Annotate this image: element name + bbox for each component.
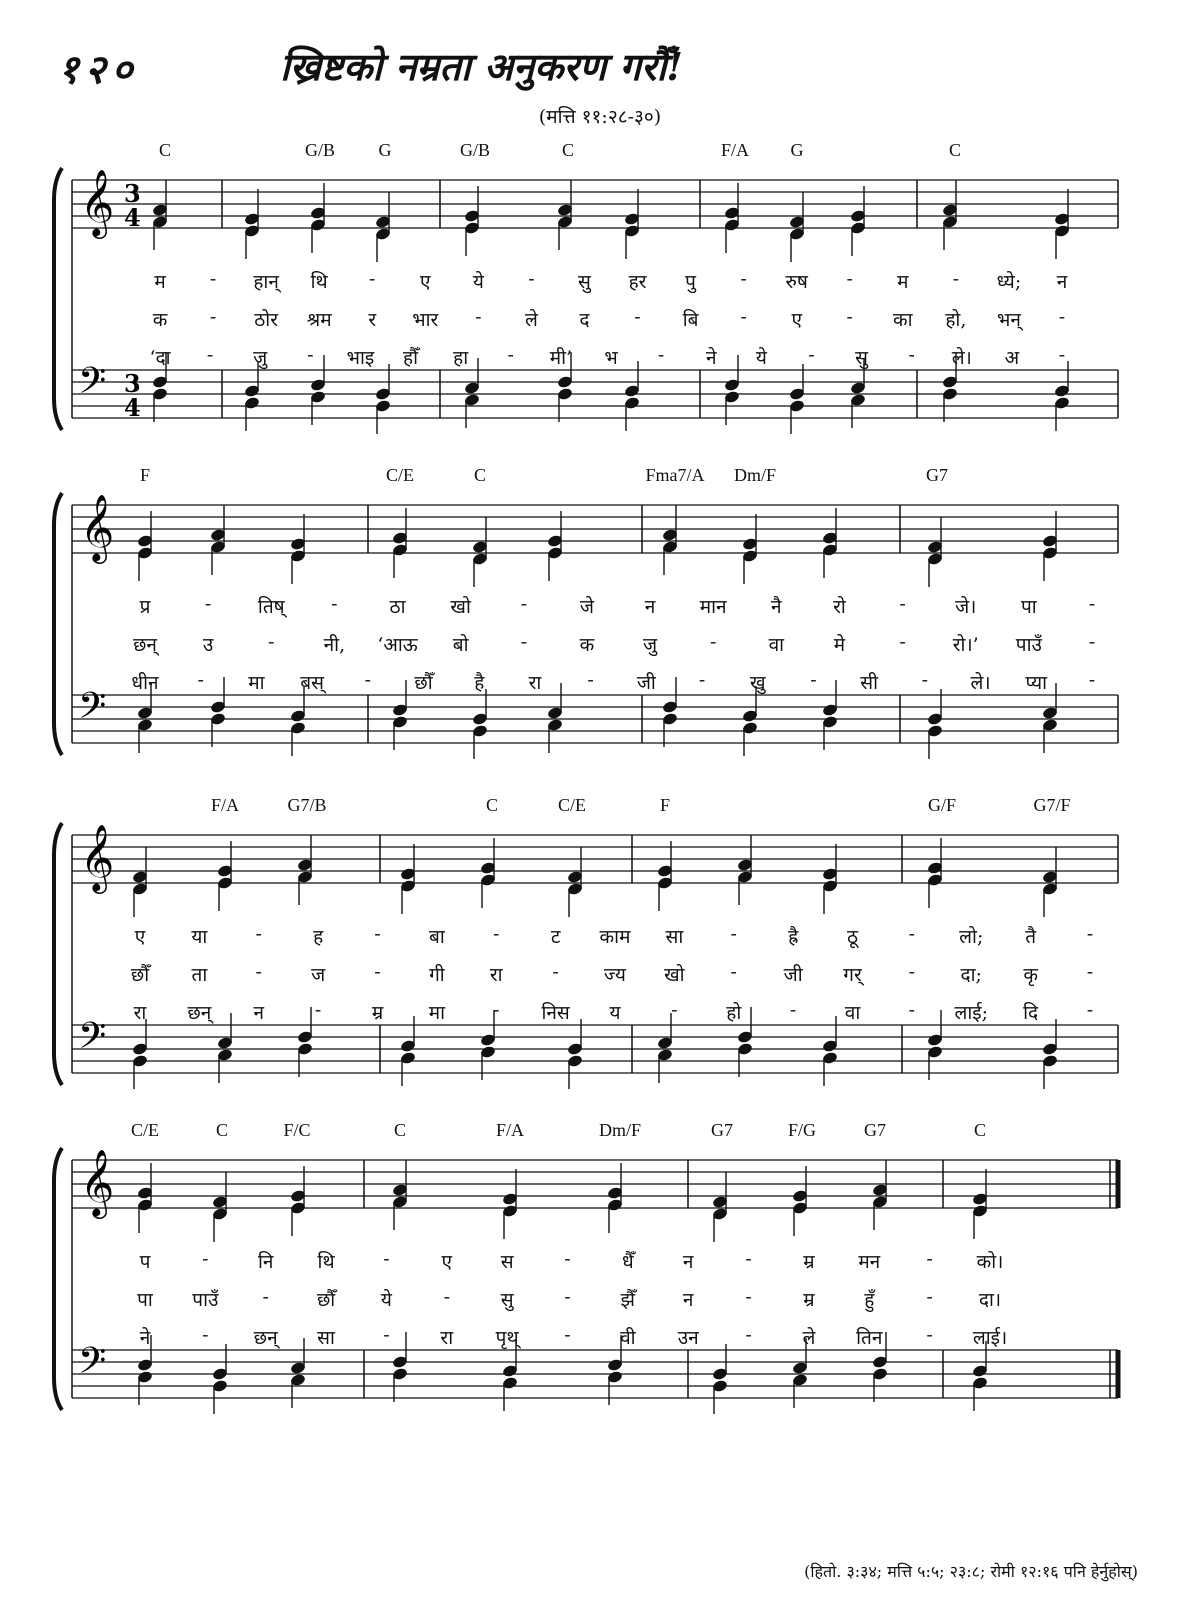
lyric-syllable: रो।’: [952, 634, 979, 656]
lyric-syllable: मन: [858, 1251, 881, 1273]
time-signature-top: 3: [124, 369, 141, 398]
lyric-syllable: ले।: [970, 672, 991, 694]
lyric-syllable: निस: [541, 1002, 570, 1024]
lyric-syllable: -: [202, 1248, 209, 1270]
lyric-syllable: -: [1088, 631, 1096, 653]
lyric-syllable: र: [368, 309, 377, 331]
chord-symbol: G/B: [459, 140, 491, 160]
lyric-syllable: जु: [253, 347, 268, 369]
lyric-syllable: -: [369, 268, 376, 290]
lyric-syllable: -: [1086, 999, 1094, 1021]
lyric-syllable: हान्: [253, 271, 279, 293]
lyric-syllable: धीन: [131, 672, 159, 694]
lyric-syllable: -: [810, 669, 817, 691]
lyric-syllable: -: [730, 923, 737, 945]
lyric-syllable: बो: [452, 634, 469, 656]
lyric-syllable: -: [206, 344, 214, 366]
bass-clef-icon: 𝄢: [78, 1340, 107, 1391]
lyric-syllable: रो: [833, 596, 846, 618]
lyric-syllable: ए: [420, 271, 431, 293]
lyric-syllable: ले।: [951, 347, 972, 369]
chord-symbol: G7: [864, 1120, 886, 1140]
lyric-syllable: ठोर: [254, 309, 278, 331]
lyric-syllable: -: [634, 306, 641, 328]
chord-symbol: C: [215, 1120, 229, 1140]
lyric-syllable: छन्: [253, 1327, 278, 1349]
bass-clef-icon: 𝄢: [78, 360, 107, 411]
lyric-syllable: -: [564, 1324, 571, 1346]
staff-lines: [52, 465, 1132, 785]
lyric-syllable: -: [846, 306, 853, 328]
lyric-syllable: -: [520, 593, 528, 615]
lyric-syllable: मा: [428, 1002, 446, 1024]
chord-symbol: G7: [926, 465, 948, 485]
time-signature-bottom: 4: [124, 203, 141, 232]
lyric-syllable: खु: [749, 672, 766, 694]
lyric-syllable: बि: [682, 309, 699, 331]
lyric-syllable: म: [154, 271, 166, 293]
lyric-syllable: -: [307, 344, 314, 366]
lyric-syllable: धैँ: [622, 1251, 634, 1273]
lyric-syllable: -: [846, 268, 853, 290]
treble-clef-icon: 𝄞: [80, 493, 115, 561]
lyric-syllable: प: [139, 1251, 151, 1273]
lyric-syllable: -: [1086, 923, 1094, 945]
lyric-syllable: -: [331, 593, 338, 615]
chord-symbol: C: [158, 140, 172, 160]
chord-symbol: C: [473, 465, 487, 485]
lyric-syllable: छौँ: [316, 1289, 336, 1311]
lyric-syllable: -: [587, 669, 594, 691]
lyric-syllable: म्र: [803, 1251, 815, 1273]
lyric-syllable: पा: [1021, 596, 1037, 618]
lyric-syllable: क: [579, 634, 595, 656]
lyric-syllable: ह्रै: [788, 926, 799, 948]
lyric-syllable: -: [1088, 669, 1096, 691]
lyric-syllable: दा;: [960, 964, 982, 986]
bass-clef-icon: 𝄢: [78, 1015, 107, 1066]
lyric-syllable: -: [698, 669, 706, 691]
scripture-reference: (मत्ति ११:२८-३०): [538, 106, 662, 128]
lyric-syllable: वा: [844, 1002, 861, 1024]
lyric-syllable: सा: [665, 926, 684, 948]
chord-symbol: C: [948, 140, 962, 160]
lyric-syllable: न: [1056, 271, 1068, 293]
lyric-syllable: -: [921, 669, 929, 691]
lyric-syllable: नै: [771, 596, 782, 618]
lyric-syllable: ने: [139, 1327, 151, 1349]
lyric-syllable: हर: [628, 271, 647, 293]
chord-symbol: C/E: [557, 795, 587, 815]
hymn-number: १२०: [58, 46, 139, 93]
lyric-syllable: ह: [313, 926, 324, 948]
lyric-syllable: -: [926, 1248, 933, 1270]
chord-symbol: Dm/F: [598, 1120, 642, 1140]
chord-symbol: C: [485, 795, 499, 815]
lyric-syllable: -: [209, 268, 217, 290]
lyric-syllable: भ: [604, 347, 618, 369]
lyric-syllable: खो: [664, 964, 685, 986]
lyric-syllable: छौँ: [414, 672, 433, 694]
lyric-syllable: म्र: [803, 1289, 815, 1311]
lyric-syllable: मान: [699, 596, 727, 618]
lyric-syllable: -: [926, 1324, 933, 1346]
lyric-syllable: -: [374, 961, 381, 983]
lyric-syllable: द: [579, 309, 590, 331]
chord-symbol: F/A: [720, 140, 750, 160]
lyric-syllable: -: [740, 268, 747, 290]
chord-symbol: Fma7/A: [645, 465, 705, 485]
lyric-syllable: -: [908, 923, 916, 945]
lyric-syllable: पा: [137, 1289, 153, 1311]
lyric-syllable: -: [268, 631, 275, 653]
lyric-syllable: सा: [317, 1327, 335, 1349]
lyric-syllable: का: [893, 309, 913, 331]
lyric-syllable: -: [374, 923, 381, 945]
lyric-syllable: भार: [412, 309, 439, 331]
lyric-syllable: -: [202, 1324, 209, 1346]
lyric-syllable: ज्य: [604, 964, 626, 986]
lyric-syllable: दा।: [978, 1289, 1002, 1311]
lyric-syllable: -: [475, 306, 482, 328]
chord-symbol: F/A: [210, 795, 240, 815]
lyric-syllable: प्या: [1025, 672, 1048, 694]
time-signature-bottom: 4: [124, 393, 141, 422]
lyric-syllable: जी: [783, 964, 803, 986]
lyric-syllable: वी: [620, 1327, 636, 1349]
lyric-syllable: -: [507, 344, 514, 366]
lyric-syllable: ता: [191, 964, 208, 986]
lyric-syllable: छन्: [133, 634, 157, 656]
lyric-syllable: -: [364, 669, 372, 691]
lyric-syllable: हा: [453, 347, 469, 369]
lyric-syllable: -: [730, 961, 737, 983]
lyric-syllable: ए: [441, 1251, 453, 1273]
lyric-syllable: रा: [489, 964, 503, 986]
lyric-syllable: लो;: [959, 926, 984, 948]
lyric-syllable: -: [1058, 306, 1066, 328]
lyric-syllable: छौँ: [130, 964, 150, 986]
chord-symbol: F: [659, 795, 671, 815]
lyric-syllable: -: [952, 268, 960, 290]
lyric-syllable: सु: [500, 1289, 514, 1311]
lyric-syllable: -: [520, 631, 528, 653]
lyric-syllable: नी,: [323, 634, 346, 656]
lyric-syllable: भन्: [996, 309, 1021, 331]
lyric-syllable: काम: [599, 926, 631, 948]
lyric-syllable: -: [740, 306, 747, 328]
footnote-references: (हितो. ३:३४; मत्ति ५:५; २३:८; रोमी १२:१६ पनि हेर्नुहोस्): [804, 1562, 1138, 1581]
lyric-syllable: हो,: [945, 309, 967, 331]
lyric-syllable: ठा: [389, 596, 406, 618]
bass-clef-icon: 𝄢: [78, 685, 107, 736]
lyric-syllable: पाउँ: [1015, 634, 1042, 656]
lyric-syllable: ये: [380, 1289, 392, 1311]
lyric-syllable: गर्: [843, 964, 862, 986]
lyric-syllable: तिन: [856, 1327, 883, 1349]
lyric-syllable: हौँ: [403, 347, 419, 369]
lyric-syllable: पृथ्: [495, 1327, 519, 1349]
lyric-syllable: वा: [768, 634, 785, 656]
lyric-syllable: लाई;: [954, 1002, 989, 1024]
lyric-syllable: न: [253, 1002, 265, 1024]
lyric-syllable: -: [899, 593, 906, 615]
lyric-syllable: -: [745, 1248, 752, 1270]
treble-clef-icon: 𝄞: [80, 823, 115, 891]
lyric-syllable: ध्ये;: [996, 271, 1022, 293]
staff-lines: [52, 795, 1132, 1115]
lyric-syllable: -: [314, 999, 322, 1021]
lyric-syllable: प्र: [139, 596, 151, 618]
lyric-syllable: -: [926, 1286, 933, 1308]
lyric-syllable: -: [552, 961, 559, 983]
lyric-syllable: -: [899, 631, 906, 653]
chord-symbol: G7/B: [287, 795, 327, 815]
lyric-syllable: श्रम: [306, 309, 332, 331]
lyric-syllable: य: [609, 1002, 621, 1024]
lyric-syllable: न: [682, 1251, 694, 1273]
lyric-syllable: -: [383, 1324, 390, 1346]
lyric-syllable: म: [897, 271, 909, 293]
lyric-syllable: -: [789, 999, 797, 1021]
chord-symbol: G: [378, 140, 392, 160]
lyric-syllable: -: [657, 344, 665, 366]
chord-symbol: G7: [711, 1120, 733, 1140]
chord-symbol: G7/F: [1033, 795, 1071, 815]
lyric-syllable: -: [908, 344, 915, 366]
lyric-syllable: थि: [310, 271, 328, 293]
lyric-syllable: -: [709, 631, 717, 653]
lyric-syllable: -: [443, 1286, 450, 1308]
lyric-syllable: जे: [579, 596, 594, 618]
lyric-syllable: ट: [550, 926, 561, 948]
lyric-syllable: ज: [311, 964, 326, 986]
lyric-syllable: सी: [860, 672, 879, 694]
lyric-syllable: तिष्: [257, 596, 285, 618]
lyric-syllable: लाई।: [972, 1327, 1008, 1349]
chord-symbol: Dm/F: [733, 465, 777, 485]
lyric-syllable: बस्: [300, 672, 324, 694]
lyric-syllable: जे।: [955, 596, 977, 618]
lyric-syllable: गी: [429, 964, 445, 986]
lyric-syllable: न: [644, 596, 656, 618]
lyric-syllable: -: [528, 268, 535, 290]
lyric-syllable: ले: [802, 1327, 816, 1349]
lyric-syllable: रा: [528, 672, 542, 694]
lyric-syllable: -: [255, 961, 262, 983]
lyric-syllable: -: [197, 669, 204, 691]
lyric-syllable: झैँ: [620, 1289, 636, 1311]
lyric-syllable: हुँ: [864, 1289, 875, 1311]
lyric-syllable: -: [671, 999, 678, 1021]
lyric-syllable: ने: [705, 347, 717, 369]
staff-lines: [52, 140, 1132, 460]
lyric-syllable: मा: [248, 672, 265, 694]
chord-symbol: F/A: [495, 1120, 525, 1140]
chord-symbol: F/G: [787, 1120, 817, 1140]
lyric-syllable: स: [500, 1251, 514, 1273]
chord-symbol: C/E: [385, 465, 415, 485]
treble-clef-icon: 𝄞: [80, 1148, 115, 1216]
lyric-syllable: -: [204, 593, 212, 615]
lyric-syllable: -: [209, 306, 217, 328]
lyric-syllable: -: [745, 1286, 752, 1308]
lyric-syllable: या: [191, 926, 208, 948]
lyric-syllable: सु: [578, 271, 591, 293]
lyric-syllable: -: [908, 999, 916, 1021]
hymn-title: ख्रिष्टको नम्रता अनुकरण गरौँ!: [280, 44, 683, 89]
lyric-syllable: जी: [636, 672, 656, 694]
lyric-syllable: -: [255, 923, 262, 945]
lyric-syllable: ले: [524, 309, 538, 331]
lyric-syllable: दि: [1023, 1002, 1039, 1024]
lyric-syllable: सु: [855, 347, 868, 369]
lyric-syllable: कृ: [1023, 964, 1038, 986]
lyric-syllable: पु: [685, 271, 696, 293]
lyric-syllable: मे: [833, 634, 846, 656]
lyric-syllable: -: [1086, 961, 1094, 983]
treble-clef-icon: 𝄞: [80, 168, 115, 236]
chord-symbol: F: [139, 465, 151, 485]
lyric-syllable: -: [262, 1286, 269, 1308]
lyric-syllable: -: [383, 1248, 390, 1270]
lyric-syllable: ‘आऊ: [377, 634, 418, 656]
lyric-syllable: मी’: [549, 347, 573, 369]
lyric-syllable: को।: [976, 1251, 1004, 1273]
lyric-syllable: -: [745, 1324, 752, 1346]
lyric-syllable: म्र: [371, 1002, 384, 1024]
lyric-syllable: तै: [1025, 926, 1037, 948]
lyric-syllable: नि: [257, 1251, 274, 1273]
lyric-syllable: जु: [643, 634, 658, 656]
lyric-syllable: थि: [317, 1251, 335, 1273]
lyric-syllable: रा: [440, 1327, 454, 1349]
lyric-syllable: बा: [428, 926, 445, 948]
lyric-syllable: उ: [202, 634, 214, 656]
chord-symbol: C/E: [130, 1120, 160, 1140]
lyric-syllable: है: [474, 672, 485, 694]
lyric-syllable: -: [564, 1286, 571, 1308]
lyric-syllable: क: [152, 309, 168, 331]
lyric-syllable: ‘दा: [149, 347, 171, 369]
lyric-syllable: न: [682, 1289, 694, 1311]
lyric-syllable: -: [493, 923, 500, 945]
lyric-syllable: रुष: [785, 271, 808, 293]
time-signature-top: 3: [124, 179, 141, 208]
lyric-syllable: रा: [133, 1002, 147, 1024]
lyric-syllable: ए: [134, 926, 146, 948]
lyric-syllable: -: [808, 344, 815, 366]
lyric-syllable: ठू: [846, 926, 859, 948]
staff-lines: [52, 1120, 1132, 1440]
chord-symbol: C: [973, 1120, 987, 1140]
lyric-syllable: खो: [450, 596, 471, 618]
lyric-syllable: छन्: [187, 1002, 212, 1024]
lyric-syllable: -: [908, 961, 916, 983]
lyric-syllable: ये: [755, 347, 767, 369]
chord-symbol: C: [393, 1120, 407, 1140]
lyric-syllable: ये: [472, 271, 484, 293]
lyric-syllable: -: [564, 1248, 571, 1270]
lyric-syllable: -: [1088, 593, 1096, 615]
chord-symbol: G: [790, 140, 804, 160]
lyric-syllable: ए: [791, 309, 802, 331]
chord-symbol: G/B: [304, 140, 336, 160]
lyric-syllable: भाइ: [346, 347, 375, 369]
lyric-syllable: उन: [677, 1327, 699, 1349]
chord-symbol: G/F: [927, 795, 957, 815]
lyric-syllable: -: [493, 999, 500, 1021]
lyric-syllable: पाउँ: [192, 1289, 219, 1311]
chord-symbol: F/C: [283, 1120, 311, 1140]
chord-symbol: C: [561, 140, 575, 160]
lyric-syllable: हो: [726, 1002, 742, 1024]
lyric-syllable: अ: [1004, 347, 1020, 369]
lyric-syllable: -: [1058, 344, 1066, 366]
